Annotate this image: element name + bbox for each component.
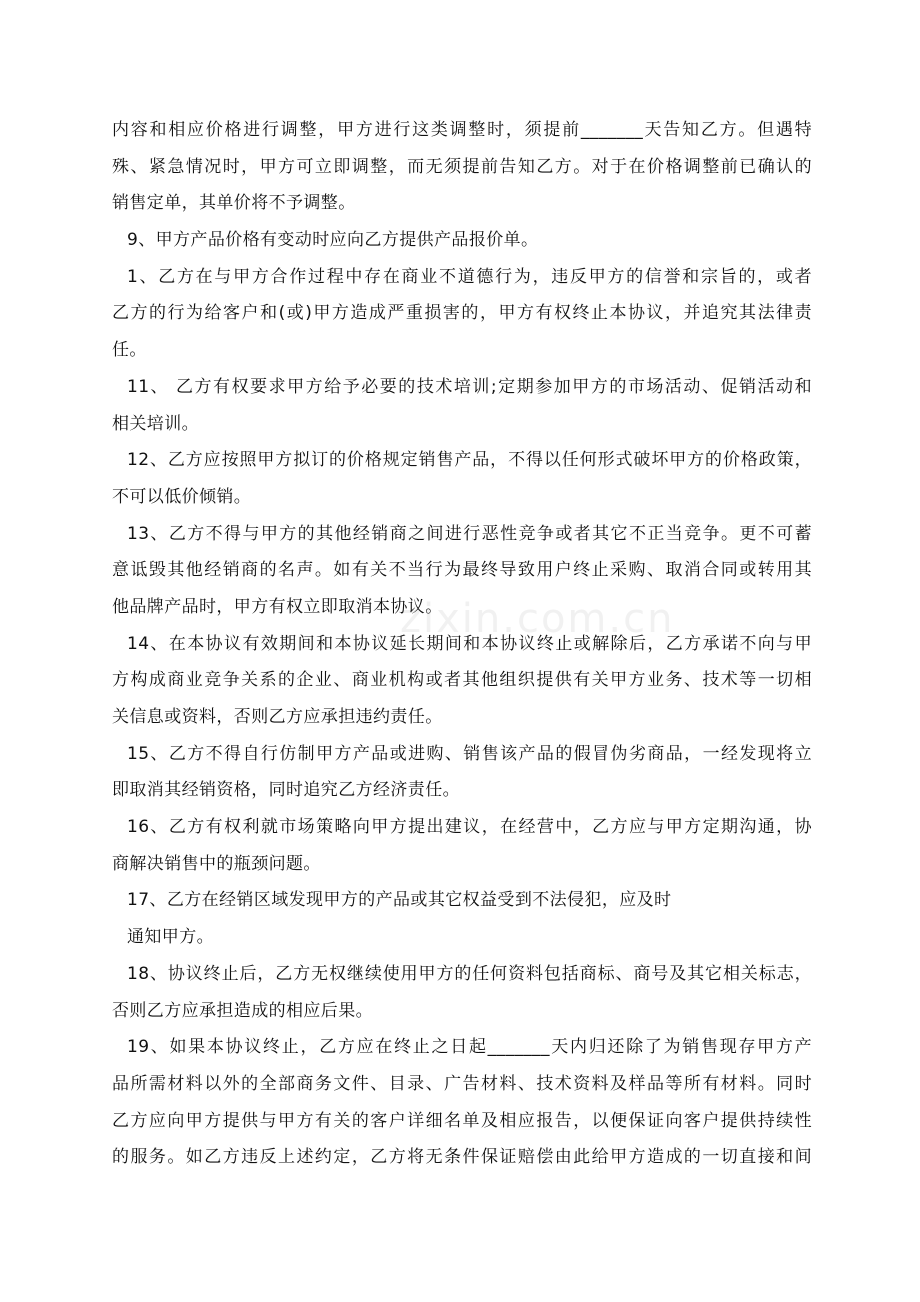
- clause-18: 18、协议终止后，乙方无权继续使用甲方的任何资料包括商标、商号及其它相关标志，: [127, 963, 812, 984]
- text-line: 的服务。如乙方违反上述约定，乙方将无条件保证赔偿由此给甲方造成的一切直接和间: [112, 1147, 812, 1168]
- clause-17: 17、乙方在经销区域发现甲方的产品或其它权益受到不法侵犯，应及时: [127, 890, 672, 911]
- text-line: 商解决销售中的瓶颈问题。: [112, 853, 321, 874]
- text-line: 乙方应向甲方提供与甲方有关的客户详细名单及相应报告，以便保证向客户提供持续性: [112, 1110, 812, 1131]
- text-line: 内容和相应价格进行调整，甲方进行这类调整时，须提前_______天告知乙方。但遇特: [112, 120, 812, 140]
- text-line: 乙方的行为给客户和(或)甲方造成严重损害的，甲方有权终止本协议，并追究其法律责: [112, 303, 812, 324]
- clause-10: 1、乙方在与甲方合作过程中存在商业不道德行为，违反甲方的信誉和宗旨的，或者: [127, 266, 812, 287]
- text-line: 不可以低价倾销。: [112, 486, 252, 507]
- text-line: 通知甲方。: [127, 927, 214, 948]
- clause-11: 11、 乙方有权要求甲方给予必要的技术培训;定期参加甲方的市场活动、促销活动和: [127, 376, 812, 397]
- clause-9: 9、甲方产品价格有变动时应向乙方提供产品报价单。: [127, 230, 539, 251]
- text-line: 他品牌产品时，甲方有权立即取消本协议。: [112, 596, 443, 617]
- text-line: 方构成商业竞争关系的企业、商业机构或者其他组织提供有关甲方业务、技术等一切相: [112, 670, 812, 691]
- text-line: 意诋毁其他经销商的名声。如有关不当行为最终导致用户终止采购、取消合同或转用其: [112, 560, 812, 581]
- clause-12: 12、乙方应按照甲方拟订的价格规定销售产品，不得以任何形式破坏甲方的价格政策，: [127, 450, 812, 471]
- text-line: 品所需材料以外的全部商务文件、目录、广告材料、技术资料及样品等所有材料。同时: [112, 1073, 812, 1094]
- clause-13: 13、乙方不得与甲方的其他经销商之间进行恶性竞争或者其它不正当竞争。更不可蓄: [127, 523, 812, 544]
- text-line: 销售定单，其单价将不予调整。: [112, 193, 356, 214]
- text-line: 殊、紧急情况时，甲方可立即调整，而无须提前告知乙方。对于在价格调整前已确认的: [112, 156, 812, 177]
- watermark: zixin.com.cn: [400, 596, 675, 642]
- text-line: 关信息或资料，否则乙方应承担违约责任。: [112, 707, 443, 727]
- document-page: [112, 112, 812, 1176]
- clause-16: 16、乙方有权利就市场策略向甲方提出建议，在经营中，乙方应与甲方定期沟通，协: [127, 817, 812, 838]
- text-line: 任。: [112, 340, 147, 361]
- clause-14: 14、在本协议有效期间和本协议延长期间和本协议终止或解除后，乙方承诺不向与甲: [127, 633, 812, 654]
- clause-15: 15、乙方不得自行仿制甲方产品或进购、销售该产品的假冒伪劣商品，一经发现将立: [127, 743, 812, 764]
- text-line: 否则乙方应承担造成的相应后果。: [112, 1000, 373, 1021]
- text-line: 即取消其经销资格，同时追究乙方经济责任。: [112, 780, 460, 801]
- text-line: 相关培训。: [112, 413, 199, 434]
- clause-19: 19、如果本协议终止，乙方应在终止之日起_______天内归还除了为销售现存甲方产: [127, 1037, 812, 1058]
